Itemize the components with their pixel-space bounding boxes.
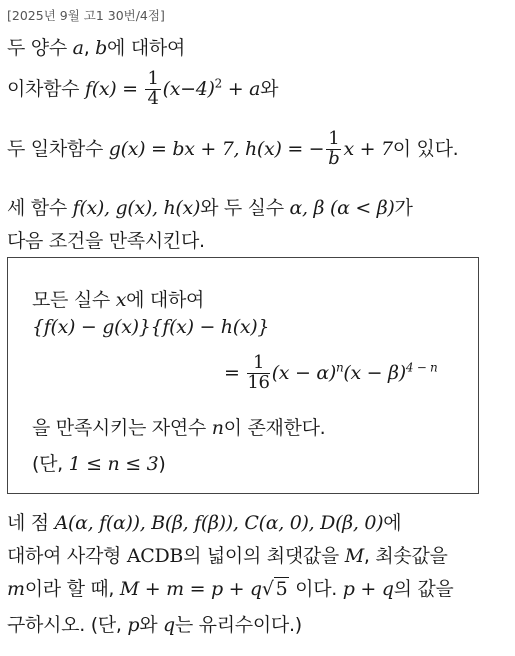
- text: 모든 실수: [32, 289, 116, 311]
- problem-line-3: [7, 130, 458, 169]
- text: 이다.: [289, 578, 343, 600]
- func-h: h(x) = −: [245, 137, 325, 160]
- text: 세 함수: [7, 197, 73, 219]
- text: 두 양수: [7, 37, 73, 59]
- comma: ,: [83, 37, 96, 59]
- text: 와: [260, 77, 279, 100]
- box-line-4: [32, 413, 325, 440]
- source-tag: [2025년 9월 고1 30번/4점]: [7, 8, 165, 23]
- box-line-3: [224, 354, 437, 393]
- text: 에 대하여: [107, 37, 186, 59]
- rect-name: ACDB: [126, 545, 184, 567]
- text: , 최솟값을: [363, 545, 448, 567]
- text: 대하여 사각형: [7, 545, 127, 567]
- box-line-2: {f(x) − g(x)}{f(x) − h(x)}: [32, 316, 270, 338]
- expr: x + 7: [343, 137, 393, 160]
- exponent-4-n: 4 − n: [405, 360, 438, 375]
- equals: =: [224, 361, 246, 384]
- problem-line-5: 다음 조건을 만족시킨다.: [7, 230, 205, 252]
- condition: 1 ≤ n ≤ 3: [68, 453, 159, 475]
- p-plus-q: p + q: [342, 578, 394, 600]
- text: 이차함수: [7, 77, 85, 100]
- var-n: n: [211, 417, 224, 439]
- text: 에: [383, 512, 402, 534]
- alpha-beta: α, β: [289, 197, 325, 219]
- problem-line-2: [7, 70, 278, 109]
- text: 와: [139, 614, 164, 636]
- expr: (x − β): [343, 361, 406, 384]
- fraction-1-16: $\frac{1}{16}$: [247, 352, 270, 393]
- problem-line-8: [7, 574, 453, 601]
- text: 두 일차함수: [7, 137, 109, 160]
- arg: (x): [91, 77, 117, 100]
- text: 을 만족시키는 자연수: [32, 417, 212, 439]
- box-line-5: [32, 449, 166, 476]
- func-g: g(x) = bx + 7,: [108, 137, 245, 160]
- text: 네 점: [7, 512, 55, 534]
- exponent-n: n: [335, 360, 344, 375]
- text: 가: [394, 197, 413, 219]
- text: (단,: [32, 453, 69, 475]
- sqrt-5: √ 5: [261, 578, 288, 600]
- points: A(α, f(α)), B(β, f(β)), C(α, 0), D(β, 0): [54, 512, 384, 534]
- text: 이 있다.: [392, 137, 459, 160]
- text: 이 존재한다.: [223, 417, 326, 439]
- text: 와 두 실수: [200, 197, 290, 219]
- var-M: M: [344, 545, 364, 567]
- text: 의 값을: [393, 578, 454, 600]
- condition: (α < β): [324, 197, 395, 219]
- problem-line-7: [7, 541, 448, 568]
- box-line-1: [32, 285, 204, 312]
- text: 구하시오. (단,: [7, 614, 128, 636]
- var-b: b: [95, 37, 108, 59]
- plus-a: + a: [222, 77, 261, 100]
- equation: M + m = p + q: [119, 578, 262, 600]
- problem-line-1: [7, 33, 185, 60]
- problem-line-9: [7, 610, 302, 637]
- func-f: f: [84, 77, 92, 100]
- expr: (x−4): [162, 77, 215, 100]
- text: 의 넓이의 최댓값을: [183, 545, 345, 567]
- fraction-1-b: $\frac{1}{b}$: [328, 128, 340, 169]
- text: 는 유리수이다.): [174, 614, 302, 636]
- exponent: 2: [214, 76, 223, 91]
- problem-line-6: [7, 508, 401, 535]
- var-m: m: [7, 578, 25, 600]
- var-p: p: [127, 614, 140, 636]
- functions: f(x), g(x), h(x): [72, 197, 201, 219]
- equals: =: [116, 77, 144, 100]
- text: ): [158, 453, 166, 475]
- fraction-1-4: $\frac{1}{4}$: [147, 68, 159, 109]
- text: 이라 할 때,: [24, 578, 120, 600]
- problem-line-4: [7, 193, 413, 220]
- var-q: q: [163, 614, 175, 636]
- expr: (x − α): [271, 361, 336, 384]
- text: 에 대하여: [126, 289, 205, 311]
- condition-box: [7, 257, 479, 494]
- var-a: a: [72, 37, 84, 59]
- var-x: x: [115, 289, 127, 311]
